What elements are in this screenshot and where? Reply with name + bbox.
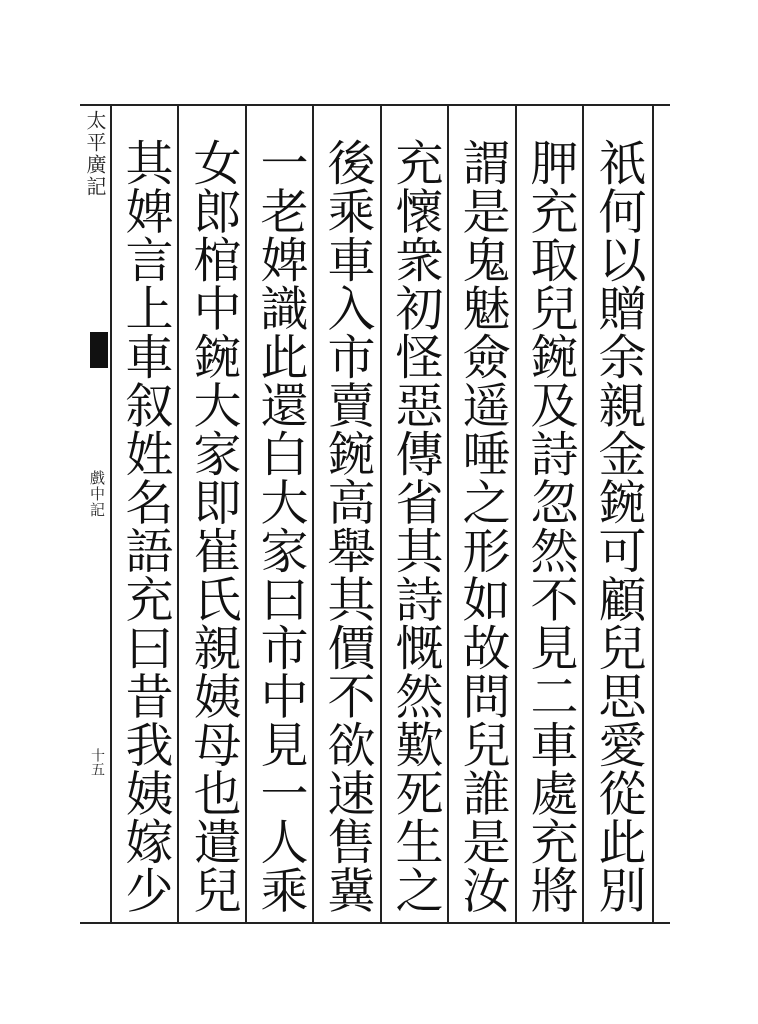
text-column-2: 胛充取兒鋺及詩忽然不見二車處充將: [522, 138, 578, 914]
column-divider: [312, 106, 314, 922]
column-divider: [652, 106, 654, 922]
text-column-5: 後乘車入市賣鋺高舉其價不欲速售冀: [319, 138, 375, 914]
page-number: 十五: [89, 748, 105, 776]
frame-bottom-rule: [80, 922, 670, 924]
column-divider: [582, 106, 584, 922]
column-divider: [447, 106, 449, 922]
column-divider: [177, 106, 179, 922]
text-column-7: 女郎棺中鋺大家即崔氏親姨母也遣兒: [185, 138, 241, 914]
text-column-8: 其婢言上車叙姓名語充曰昔我姨嫁少: [117, 138, 173, 914]
column-divider: [245, 106, 247, 922]
book-title: 太平廣記: [83, 110, 107, 198]
column-divider: [110, 106, 112, 922]
column-divider: [515, 106, 517, 922]
text-column-4: 充懷衆初怪惡傳省其詩慨然歎死生之: [387, 138, 443, 914]
text-column-6: 一老婢識此還白大家曰市中見一人乘: [252, 138, 308, 914]
chapter-title: 戲中記: [88, 470, 106, 518]
column-divider: [380, 106, 382, 922]
margin-fishtail-mark: [90, 332, 108, 368]
text-column-3: 謂是鬼魅僉遥唾之形如故問兒誰是汝: [454, 138, 510, 914]
text-column-1: 祇何以贈余親金鋺可顧兒思愛從此別: [590, 138, 646, 914]
